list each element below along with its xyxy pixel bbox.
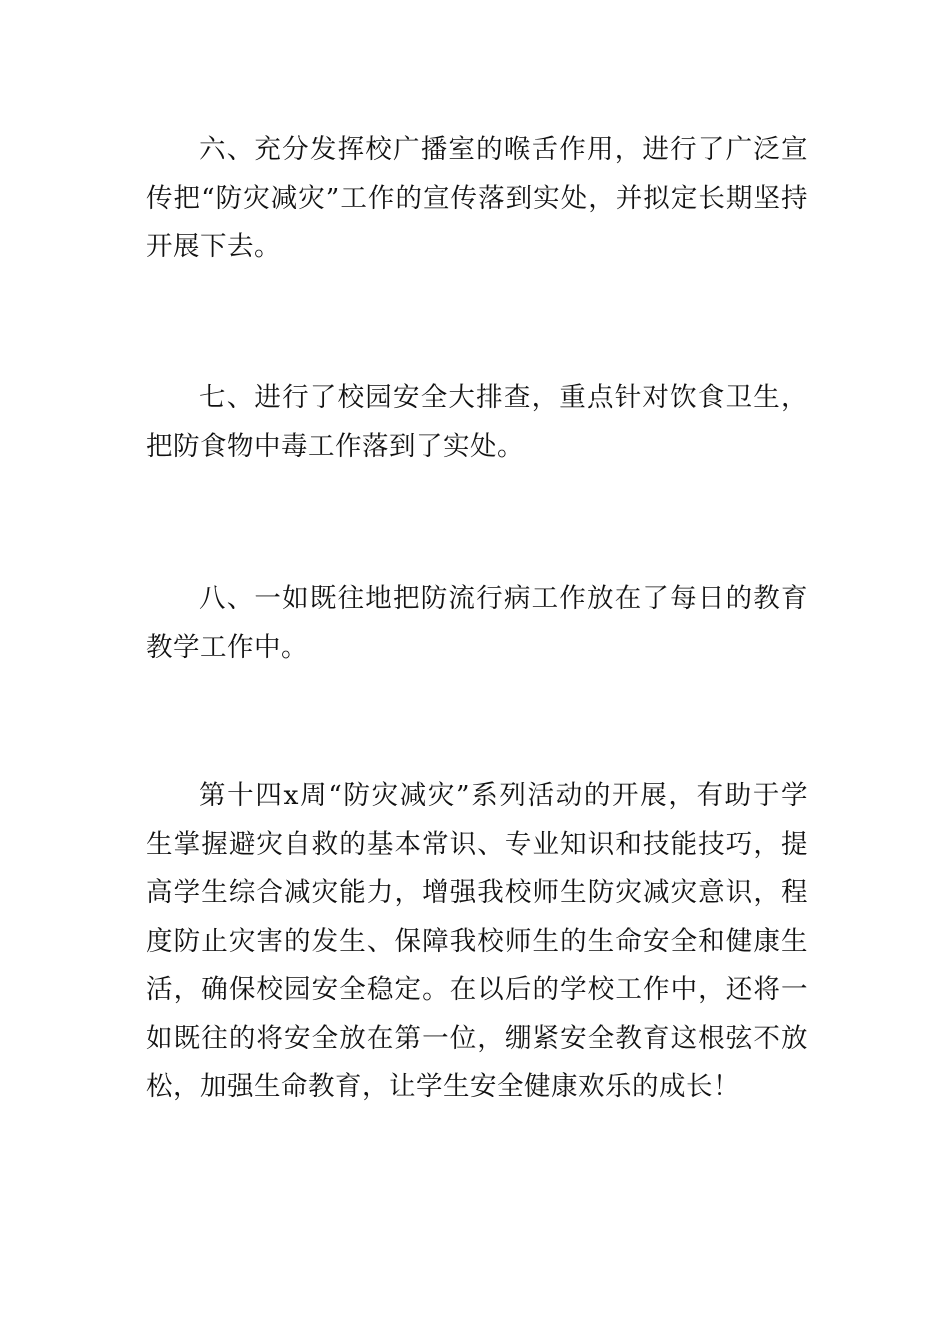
paragraph-summary: 第十四x周“防灾减灾”系列活动的开展，有助于学生掌握避灾自救的基本常识、专业知识和技能技巧，提高学生综合减灾能力，增强我校师生防灾减灾意识，程度防止灾害的发生、保障我校师生的生命安全和健康生活，确保校园安全稳定。在以后的学校工作中，还将一如既往的将安全放在第一位，绷紧安全教育这根弦不放松，加强生命教育，让学生安全健康欢乐的成长！ [146,780,808,1102]
paragraph-item-seven: 七、进行了校园安全大排查，重点针对饮食卫生，把防食物中毒工作落到了实处。 [146,382,808,462]
paragraph-item-six: 六、充分发挥校广播室的喉舌作用，进行了广泛宣传把“防灾减灾”工作的宣传落到实处，并拟定长期坚持开展下去。 [146,134,808,262]
paragraph-item-eight: 八、一如既往地把防流行病工作放在了每日的教育教学工作中。 [146,583,808,663]
